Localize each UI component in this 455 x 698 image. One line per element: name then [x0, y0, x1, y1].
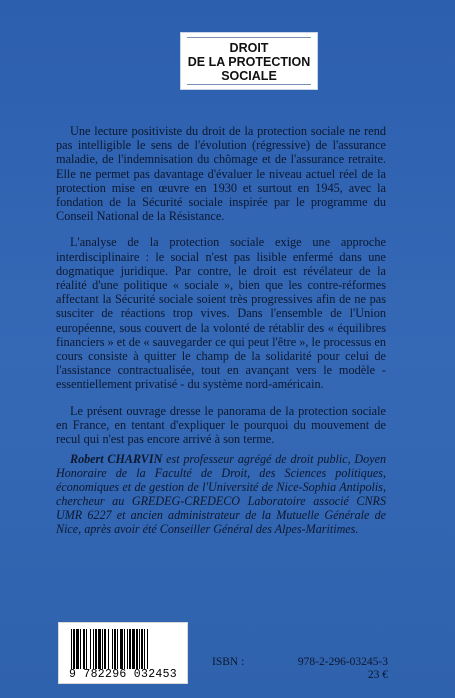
isbn-value: 978-2-296-03245-3: [297, 656, 388, 668]
barcode: [58, 622, 188, 684]
book-title: [181, 41, 317, 83]
title-line-1: DROIT: [229, 41, 269, 55]
title-box: [180, 32, 318, 90]
blurb: [56, 124, 386, 458]
title-rule-bottom: [187, 84, 311, 85]
isbn-block: [212, 656, 388, 681]
blurb-paragraph-3: Le présent ouvrage dresse le panorama de la protection sociale en France, en tentant d'expliquer le pourquoi du mouvement de recul qui n'est pas encore arrivé à son terme.: [56, 403, 386, 447]
author-paragraph: [56, 452, 386, 536]
blurb-paragraph-2: L'analyse de la protection sociale exige une approche interdisciplinaire : le social n'est pas lisible enfermé dans une dogmatique juridique. Par contre, le droit est révélateur de la réalité d'une politique « sociale », bien que les contre-réformes affectant la Sécurité sociale soient très progressives afin de ne pas susciter de réactions trop vives. Dans l'ensemble de l'Union européenne, sous couvert de la volonté de rétablir des « équilibres financiers » et de « sauvegarder ce qui peut l'être », le processus en cours consiste à quitter le champ de la solidarité pour celui de l'assistance contractualisée, tout en avançant vers le modèle - essentiellement privatisé - du système nord-américain.: [56, 235, 386, 392]
blurb-paragraph-1: Une lecture positiviste du droit de la protection sociale ne rend pas intelligible le sens de l'évolution (régressive) de l'assurance maladie, de l'indemnisation du chômage et de l'assurance retraite. Elle ne permet pas davantage d'évaluer le niveau actuel réel de la protection mise en œuvre en 1930 et surtout en 1945, avec la fondation de la Sécurité sociale inspirée par le programme du Conseil National de la Résistance.: [56, 124, 386, 224]
title-line-2: DE LA PROTECTION: [187, 55, 311, 69]
price: 23 €: [367, 669, 388, 681]
author-description: est professeur agrégé de droit public, Doyen Honoraire de la Faculté de Droit, des Sciences politiques, économiques et de gestion de l'Université de Nice-Sophia Antipolis, chercheur au GREDEG-CREDECO Laboratoire associé CNRS UMR 6227 et ancien administrateur de la Mutuelle Générale de Nice, après avoir été Conseiller Général des Alpes-Maritimes.: [56, 452, 386, 536]
author-bio: [56, 452, 386, 536]
barcode-digits: 9 782296 032453: [68, 668, 178, 681]
title-rule-top: [187, 37, 311, 38]
title-line-3: SOCIALE: [221, 69, 277, 83]
barcode-bars: [71, 629, 179, 669]
isbn-label: ISBN :: [212, 656, 245, 668]
author-name: Robert CHARVIN: [70, 452, 163, 466]
